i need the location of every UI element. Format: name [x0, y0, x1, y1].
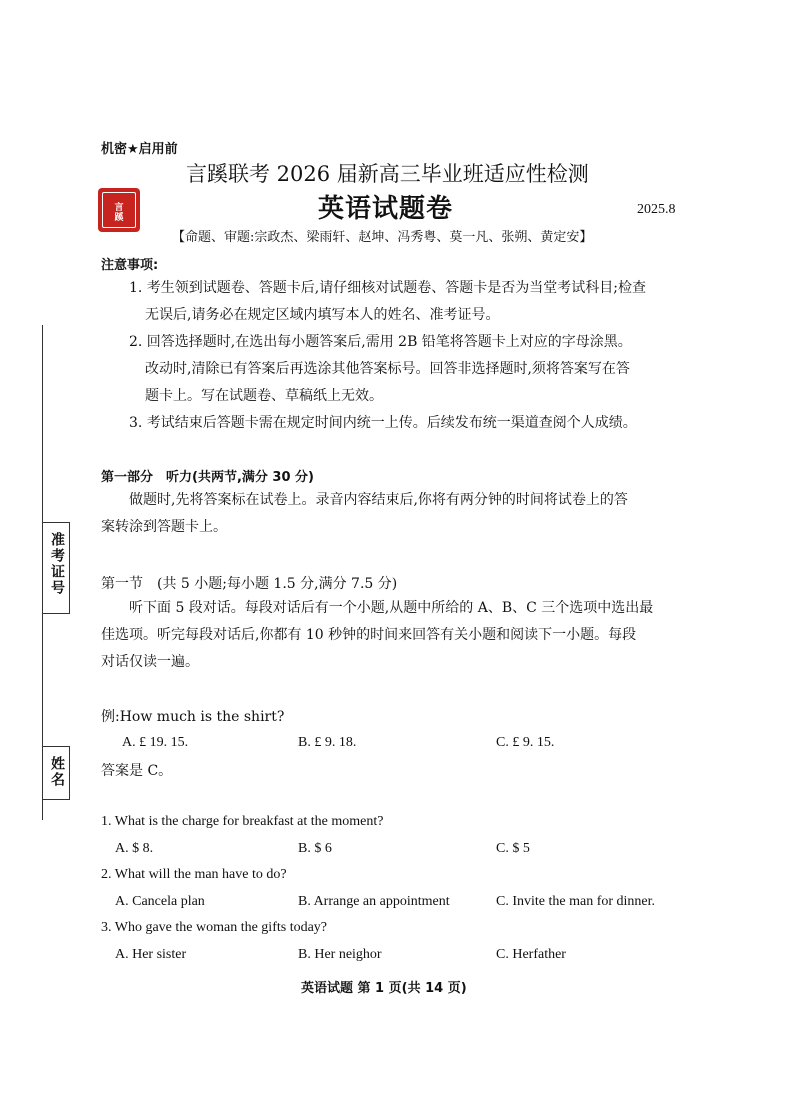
question-2-option-c[interactable]: C. Invite the man for dinner. — [496, 894, 656, 909]
question-1-option-c[interactable]: C. $ 5 — [496, 841, 530, 856]
question-1-option-b[interactable]: B. $ 6 — [298, 841, 332, 856]
part1-heading: 第一部分 听力(共两节,满分 30 分) — [101, 470, 314, 485]
exam-title: 言蹊联考 2026 届新高三毕业班适应性检测 — [186, 162, 589, 186]
exam-seal — [98, 188, 140, 232]
notice-item-2-line-1: 2. 回答选择题时,在选出每小题答案后,需用 2B 铅笔将答题卡上对应的字母涂黑。 — [129, 334, 632, 350]
example-option-c: C. £ 9. 15. — [496, 735, 555, 750]
confidential-mark: 机密★启用前 — [101, 142, 178, 157]
part1-intro-line-2: 案转涂到答题卡上。 — [101, 519, 227, 535]
notice-item-1 — [129, 275, 646, 329]
exam-date: 2025.8 — [637, 202, 676, 217]
notice-item-1-line-1: 1. 考生领到试题卷、答题卡后,请仔细核对试题卷、答题卡是否为当堂考试科目;检查 — [129, 280, 646, 296]
notice-item-1-line-2: 无误后,请务必在规定区域内填写本人的姓名、准考证号。 — [145, 307, 500, 323]
question-3-option-c[interactable]: C. Herfather — [496, 947, 566, 962]
question-2-option-b[interactable]: B. Arrange an appointment — [298, 894, 450, 909]
notice-item-2-line-3: 题卡上。写在试题卷、草稿纸上无效。 — [145, 388, 383, 404]
question-3-option-a[interactable]: A. Her sister — [115, 947, 187, 962]
seal-lettering: 言 蹊 — [102, 192, 136, 228]
example-answer: 答案是 C。 — [101, 763, 173, 779]
part1-intro — [101, 487, 628, 541]
part1-intro-line-1: 做题时,先将答案标在试卷上。录音内容结束后,你将有两分钟的时间将试卷上的答 — [129, 492, 628, 508]
page-footer: 英语试题 第 1 页(共 14 页) — [301, 981, 467, 996]
section1-heading: 第一节 (共 5 小题;每小题 1.5 分,满分 7.5 分) — [101, 576, 398, 592]
notice-item-2-line-2: 改动时,清除已有答案后再选涂其他答案标号。回答非选择题时,须将答案写在答 — [145, 361, 630, 377]
question-2: 2. What will the man have to do? — [101, 867, 287, 882]
author-credits: 【命题、审题:宗政杰、梁雨轩、赵坤、冯秀粤、莫一凡、张朔、黄定安】 — [172, 230, 593, 245]
name-label: 姓名 — [49, 756, 65, 788]
section1-intro-line-1: 听下面 5 段对话。每段对话后有一个小题,从题中所给的 A、B、C 三个选项中选出最 — [129, 600, 654, 616]
section1-intro — [101, 595, 653, 676]
section1-intro-line-3: 对话仅读一遍。 — [101, 654, 199, 670]
exam-number-label: 准考证号 — [49, 532, 65, 596]
section1-intro-line-2: 佳选项。听完每段对话后,你都有 10 秒钟的时间来回答有关小题和阅读下一小题。每段 — [101, 627, 637, 643]
question-3-option-b[interactable]: B. Her neighor — [298, 947, 382, 962]
example-option-b: B. £ 9. 18. — [298, 735, 357, 750]
notice-item-2 — [129, 329, 632, 410]
notice-heading: 注意事项: — [101, 258, 159, 273]
paper-title: 英语试题卷 — [318, 194, 454, 224]
question-3: 3. Who gave the woman the gifts today? — [101, 920, 328, 935]
notice-item-3 — [129, 410, 637, 437]
example-question: 例:How much is the shirt? — [101, 709, 285, 725]
example-option-a: A. £ 19. 15. — [122, 735, 189, 750]
question-2-option-a[interactable]: A. Cancela plan — [115, 894, 205, 909]
question-1-option-a[interactable]: A. $ 8. — [115, 841, 154, 856]
notice-item-3-line-1: 3. 考试结束后答题卡需在规定时间内统一上传。后续发布统一渠道查阅个人成绩。 — [129, 415, 637, 431]
question-1: 1. What is the charge for breakfast at the moment? — [101, 814, 384, 829]
